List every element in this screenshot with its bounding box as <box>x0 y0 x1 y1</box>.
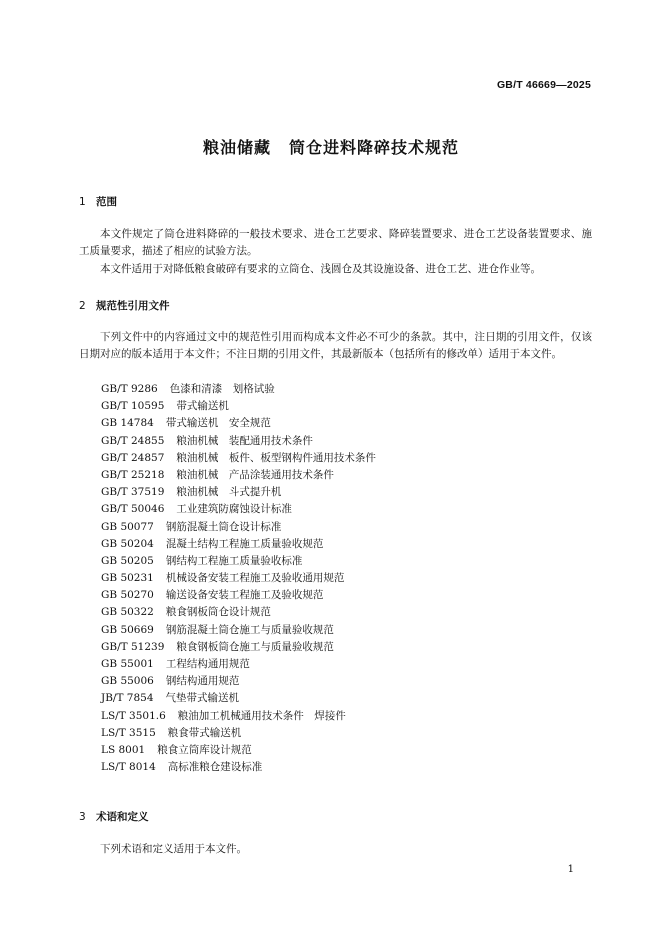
reference-name: 钢结构工程施工质量验收标准 <box>165 554 303 567</box>
reference-name: 输送设备安装工程施工及验收规范 <box>165 589 324 602</box>
reference-code: GB 50205 <box>101 554 154 567</box>
title-part-1: 粮油储藏 <box>202 138 271 157</box>
section-number: 3 <box>79 811 86 823</box>
document-title <box>0 135 662 158</box>
section-title: 规范性引用文件 <box>96 300 170 312</box>
reference-item <box>101 381 376 398</box>
reference-item <box>101 708 376 725</box>
section-number: 1 <box>79 196 86 208</box>
reference-item <box>101 742 376 759</box>
reference-code: LS/T 8014 <box>101 761 156 774</box>
reference-code: GB/T 37519 <box>101 486 165 499</box>
reference-item <box>101 415 376 432</box>
reference-code: GB 50204 <box>101 537 154 550</box>
section-3-paragraph-1: 下列术语和定义适用于本文件。 <box>100 843 247 855</box>
reference-name: 粮食钢板筒仓施工与质量验收规范 <box>176 640 334 653</box>
section-2-intro: 下列文件中的内容通过文中的规范性引用而构成本文件必不可少的条款。其中，注日期的引用文件，仅该日期对应的版本适用于本文件；不注日期的引用文件，其最新版本（包括所有的修改单）适用于本文件。 <box>79 331 592 360</box>
reference-name: 粮食立筒库设计规范 <box>157 743 252 756</box>
reference-item <box>101 398 376 415</box>
reference-code: LS/T 3501.6 <box>101 709 166 722</box>
reference-name: 带式输送机 <box>176 400 229 413</box>
reference-code: GB/T 51239 <box>101 640 165 653</box>
reference-item <box>101 673 376 690</box>
reference-code: LS/T 3515 <box>101 726 156 739</box>
reference-item <box>101 656 376 673</box>
reference-list <box>101 381 376 776</box>
reference-code: GB 50231 <box>101 572 154 585</box>
reference-name: 粮油机械 斗式提升机 <box>176 486 282 499</box>
section-number: 2 <box>79 300 86 312</box>
reference-item <box>101 759 376 776</box>
standard-code: GB/T 46669—2025 <box>496 79 591 91</box>
reference-code: JB/T 7854 <box>101 692 154 705</box>
reference-code: GB 50669 <box>101 623 154 636</box>
reference-name: 粮油加工机械通用技术条件 焊接件 <box>177 709 346 722</box>
reference-item <box>101 725 376 742</box>
reference-name: 色漆和清漆 划格试验 <box>169 383 275 395</box>
reference-item <box>101 467 376 484</box>
reference-name: 钢筋混凝土筒仓施工与质量验收规范 <box>165 623 334 636</box>
section-title: 范围 <box>96 196 117 208</box>
reference-name: 粮油机械 装配通用技术条件 <box>176 434 313 447</box>
reference-item <box>101 536 376 553</box>
reference-item <box>101 639 376 656</box>
section-title: 术语和定义 <box>96 811 149 823</box>
reference-name: 机械设备安装工程施工及验收通用规范 <box>165 572 345 585</box>
section-1-heading <box>79 194 117 209</box>
reference-code: GB/T 24855 <box>101 434 165 447</box>
reference-name: 工程结构通用规范 <box>165 658 250 670</box>
reference-code: GB/T 50046 <box>101 503 165 516</box>
page-number: 1 <box>567 864 574 875</box>
reference-name: 粮油机械 板件、板型钢构件通用技术条件 <box>176 451 376 464</box>
reference-name: 带式输送机 安全规范 <box>165 417 271 430</box>
reference-item <box>101 519 376 536</box>
reference-code: LS 8001 <box>101 743 146 756</box>
reference-code: GB 50270 <box>101 589 154 602</box>
reference-code: GB 50077 <box>101 520 154 533</box>
reference-item <box>101 484 376 501</box>
reference-item <box>101 553 376 570</box>
reference-name: 气垫带式输送机 <box>165 692 240 705</box>
reference-name: 钢结构通用规范 <box>165 675 240 688</box>
reference-code: GB 50322 <box>101 606 154 619</box>
reference-code: GB 55006 <box>101 675 154 688</box>
reference-code: GB/T 25218 <box>101 468 165 481</box>
section-2-heading <box>79 298 170 313</box>
reference-item <box>101 587 376 604</box>
title-part-2: 筒仓进料降碎技术规范 <box>289 138 460 157</box>
reference-name: 工业建筑防腐蚀设计标准 <box>176 503 292 516</box>
reference-item <box>101 501 376 518</box>
reference-code: GB 55001 <box>101 658 154 670</box>
reference-code: GB/T 10595 <box>101 400 165 413</box>
reference-name: 高标准粮仓建设标准 <box>167 761 263 774</box>
section-1-paragraph-2: 本文件适用于对降低粮食破碎有要求的立筒仓、浅圆仓及其设施设备、进仓工艺、进仓作业等。 <box>100 263 541 275</box>
reference-item <box>101 604 376 621</box>
reference-item <box>101 622 376 639</box>
section-1-paragraph-1: 本文件规定了筒仓进料降碎的一般技术要求、进仓工艺要求、降碎装置要求、进仓工艺设备装置要求、施工质量要求，描述了相应的试验方法。 <box>79 228 592 257</box>
reference-name: 粮食钢板筒仓设计规范 <box>165 606 271 619</box>
reference-code: GB 14784 <box>101 417 154 430</box>
section-3-heading <box>79 809 149 824</box>
reference-item <box>101 450 376 467</box>
reference-code: GB/T 24857 <box>101 451 165 464</box>
reference-item <box>101 570 376 587</box>
reference-name: 钢筋混凝土筒仓设计标准 <box>165 520 282 533</box>
reference-code: GB/T 9286 <box>101 383 158 395</box>
reference-name: 粮食带式输送机 <box>167 726 242 739</box>
reference-item <box>101 433 376 450</box>
reference-name: 粮油机械 产品涂装通用技术条件 <box>176 468 334 481</box>
reference-item <box>101 690 376 707</box>
reference-name: 混凝土结构工程施工质量验收规范 <box>165 537 324 550</box>
